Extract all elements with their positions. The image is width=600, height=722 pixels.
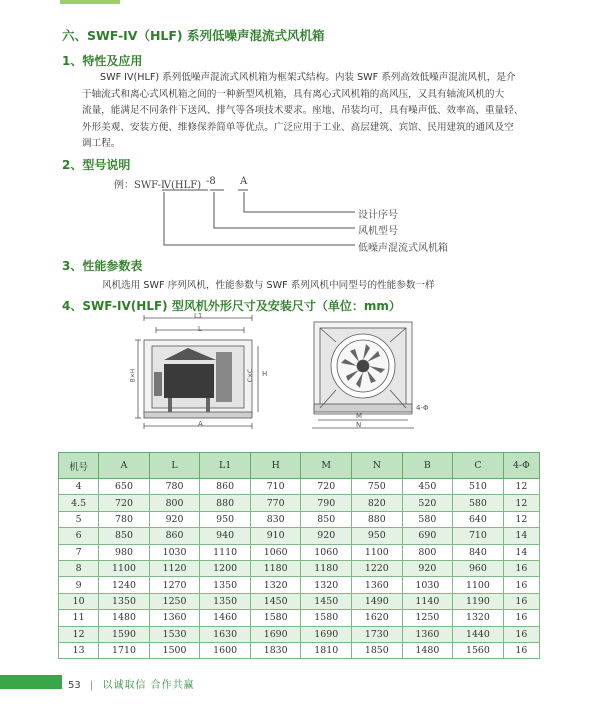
table-cell: 1120 xyxy=(149,560,200,576)
table-cell: 5 xyxy=(59,511,99,527)
table-cell: 860 xyxy=(149,528,200,544)
table-cell: 510 xyxy=(453,479,504,495)
table-cell: 1530 xyxy=(149,626,200,642)
col-header: A xyxy=(99,453,150,479)
table-cell: 1240 xyxy=(99,577,150,593)
table-cell: 840 xyxy=(453,544,504,560)
table-cell: 920 xyxy=(402,560,453,576)
col-header: 机号 xyxy=(59,453,99,479)
page-number: 53 xyxy=(68,680,81,691)
table-cell: 580 xyxy=(453,495,504,511)
model-example-seq: A xyxy=(240,176,248,187)
col-header: C xyxy=(453,453,504,479)
table-cell: 1490 xyxy=(352,593,403,609)
table-cell: 16 xyxy=(503,610,539,626)
footer xyxy=(68,676,195,691)
table-cell: 770 xyxy=(250,495,301,511)
table-cell: 1190 xyxy=(453,593,504,609)
table-cell: 1320 xyxy=(453,610,504,626)
footer-separator: | xyxy=(89,680,94,691)
table-row xyxy=(59,528,540,544)
table-cell: 1270 xyxy=(149,577,200,593)
table-cell: 830 xyxy=(250,511,301,527)
table-cell: 1580 xyxy=(250,610,301,626)
table-cell: 16 xyxy=(503,577,539,593)
table-cell: 1630 xyxy=(200,626,251,642)
table-cell: 1250 xyxy=(402,610,453,626)
legend-fan-box: 低噪声混流式风机箱 xyxy=(358,243,448,254)
table-cell: 1320 xyxy=(250,577,301,593)
table-cell: 1500 xyxy=(149,642,200,658)
features-line: 外形美观、安装方便、维修保养简单等优点。广泛应用于工业、高层建筑、宾馆、民用建筑的通风及空 xyxy=(82,121,514,133)
col-header: 4-Φ xyxy=(503,453,539,479)
table-cell: 1580 xyxy=(301,610,352,626)
top-accent-bar xyxy=(60,0,120,4)
table-cell: 12 xyxy=(503,511,539,527)
table-cell: 800 xyxy=(402,544,453,560)
features-paragraph xyxy=(82,70,542,153)
dim-label-M: M xyxy=(356,412,363,420)
features-line: 于轴流式和离心式风机箱之间的一种新型风机箱，具有离心式风机箱的高风压，又具有轴流风机的大 xyxy=(82,88,505,100)
table-cell: 8 xyxy=(59,560,99,576)
table-cell: 950 xyxy=(352,528,403,544)
table-cell: 1450 xyxy=(301,593,352,609)
table-cell: 1100 xyxy=(99,560,150,576)
dimensions-table xyxy=(58,452,540,659)
table-row xyxy=(59,642,540,658)
table-cell: 1250 xyxy=(149,593,200,609)
table-cell: 16 xyxy=(503,642,539,658)
dim-label-CxC: C×C xyxy=(247,368,255,383)
table-cell: 12 xyxy=(503,495,539,511)
table-cell: 1220 xyxy=(352,560,403,576)
footer-slogan: 以诚取信 合作共赢 xyxy=(102,680,195,691)
model-heading: 2、型号说明 xyxy=(62,158,131,172)
table-cell: 710 xyxy=(250,479,301,495)
table-cell: 12 xyxy=(503,479,539,495)
table-cell: 940 xyxy=(200,528,251,544)
table-row xyxy=(59,626,540,642)
model-leader-lines xyxy=(150,188,360,252)
table-cell: 1480 xyxy=(402,642,453,658)
table-row xyxy=(59,479,540,495)
table-cell: 780 xyxy=(99,511,150,527)
table-cell: 11 xyxy=(59,610,99,626)
table-cell: 860 xyxy=(200,479,251,495)
table-cell: 720 xyxy=(99,495,150,511)
table-cell: 1060 xyxy=(250,544,301,560)
legend-fan-model: 风机型号 xyxy=(358,226,398,237)
table-cell: 1350 xyxy=(200,593,251,609)
table-cell: 1600 xyxy=(200,642,251,658)
col-header: B xyxy=(402,453,453,479)
table-cell: 780 xyxy=(149,479,200,495)
dim-label-H: H xyxy=(262,370,268,378)
table-cell: 14 xyxy=(503,544,539,560)
table-cell: 580 xyxy=(402,511,453,527)
table-row xyxy=(59,593,540,609)
table-cell: 1100 xyxy=(453,577,504,593)
table-cell: 16 xyxy=(503,626,539,642)
table-cell: 1480 xyxy=(99,610,150,626)
col-header: M xyxy=(301,453,352,479)
table-cell: 750 xyxy=(352,479,403,495)
table-cell: 1360 xyxy=(402,626,453,642)
table-row xyxy=(59,577,540,593)
table-cell: 690 xyxy=(402,528,453,544)
col-header: L1 xyxy=(200,453,251,479)
table-cell: 910 xyxy=(250,528,301,544)
table-cell: 1060 xyxy=(301,544,352,560)
table-cell: 13 xyxy=(59,642,99,658)
table-cell: 1360 xyxy=(149,610,200,626)
table-cell: 980 xyxy=(99,544,150,560)
table-row xyxy=(59,610,540,626)
table-cell: 6 xyxy=(59,528,99,544)
dim-label-BxH: B×H xyxy=(129,368,137,383)
features-line: SWF IV(HLF) 系列低噪声混流式风机箱为框架式结构。内装 SWF 系列高效低噪声混流风机，是介 xyxy=(100,72,516,83)
table-cell: 1690 xyxy=(301,626,352,642)
dim-label-L1: L1 xyxy=(194,312,203,320)
table-cell: 880 xyxy=(352,511,403,527)
table-cell: 9 xyxy=(59,577,99,593)
front-view-drawing xyxy=(306,318,420,432)
features-heading: 1、特性及应用 xyxy=(62,54,143,68)
table-cell: 4.5 xyxy=(59,495,99,511)
legend-design-sequence: 设计序号 xyxy=(358,210,398,221)
dimensions-heading: 4、SWF-IV(HLF) 型风机外形尺寸及安装尺寸（单位：mm） xyxy=(62,299,401,313)
table-cell: 1440 xyxy=(453,626,504,642)
table-cell: 1830 xyxy=(250,642,301,658)
table-cell: 720 xyxy=(301,479,352,495)
table-cell: 16 xyxy=(503,593,539,609)
table-header-row xyxy=(59,453,540,479)
table-row xyxy=(59,560,540,576)
model-example-prefix: 例：SWF-Ⅳ(HLF) xyxy=(114,180,202,191)
table-row xyxy=(59,511,540,527)
dim-label-holes: 4-Φ xyxy=(416,404,429,412)
performance-note: 风机选用 SWF 序列风机，性能参数与 SWF 系列风机中同型号的性能参数一样 xyxy=(102,280,435,291)
table-cell: 960 xyxy=(453,560,504,576)
table-cell: 1450 xyxy=(250,593,301,609)
table-cell: 1810 xyxy=(301,642,352,658)
table-cell: 1460 xyxy=(200,610,251,626)
dim-label-L: L xyxy=(198,325,202,333)
table-cell: 640 xyxy=(453,511,504,527)
features-line: 流量，能满足不同条件下送风、排气等各项技术要求。座地、吊装均可，具有噪声低、效率高、重量轻、 xyxy=(82,105,524,116)
table-cell: 14 xyxy=(503,528,539,544)
table-cell: 920 xyxy=(149,511,200,527)
table-cell: 1350 xyxy=(200,577,251,593)
table-cell: 820 xyxy=(352,495,403,511)
table-cell: 450 xyxy=(402,479,453,495)
col-header: L xyxy=(149,453,200,479)
table-cell: 1180 xyxy=(301,560,352,576)
table-cell: 1730 xyxy=(352,626,403,642)
section-title: 六、SWF-IV（HLF) 系列低噪声混流式风机箱 xyxy=(62,28,325,43)
table-cell: 1110 xyxy=(200,544,251,560)
table-cell: 950 xyxy=(200,511,251,527)
table-cell: 1850 xyxy=(352,642,403,658)
table-cell: 1690 xyxy=(250,626,301,642)
table-cell: 16 xyxy=(503,560,539,576)
table-cell: 880 xyxy=(200,495,251,511)
table-cell: 7 xyxy=(59,544,99,560)
table-cell: 10 xyxy=(59,593,99,609)
performance-heading: 3、性能参数表 xyxy=(62,259,143,273)
table-cell: 1350 xyxy=(99,593,150,609)
features-line: 调工程。 xyxy=(82,138,121,149)
model-example-size: -8 xyxy=(206,176,216,187)
table-cell: 1140 xyxy=(402,593,453,609)
table-cell: 520 xyxy=(402,495,453,511)
col-header: H xyxy=(250,453,301,479)
table-cell: 1320 xyxy=(301,577,352,593)
dim-label-N: N xyxy=(356,421,362,429)
table-cell: 710 xyxy=(453,528,504,544)
table-cell: 1100 xyxy=(352,544,403,560)
table-cell: 1030 xyxy=(149,544,200,560)
table-cell: 1360 xyxy=(352,577,403,593)
footer-accent-bar xyxy=(0,675,62,689)
table-cell: 4 xyxy=(59,479,99,495)
table-cell: 850 xyxy=(301,511,352,527)
table-cell: 920 xyxy=(301,528,352,544)
dim-label-A: A xyxy=(198,420,203,428)
table-cell: 850 xyxy=(99,528,150,544)
col-header: N xyxy=(352,453,403,479)
table-cell: 1200 xyxy=(200,560,251,576)
table-cell: 800 xyxy=(149,495,200,511)
table-row xyxy=(59,544,540,560)
table-cell: 1620 xyxy=(352,610,403,626)
table-cell: 1180 xyxy=(250,560,301,576)
table-cell: 1560 xyxy=(453,642,504,658)
table-cell: 650 xyxy=(99,479,150,495)
table-cell: 1030 xyxy=(402,577,453,593)
table-cell: 1590 xyxy=(99,626,150,642)
table-cell: 790 xyxy=(301,495,352,511)
table-cell: 1710 xyxy=(99,642,150,658)
table-row xyxy=(59,495,540,511)
table-cell: 12 xyxy=(59,626,99,642)
